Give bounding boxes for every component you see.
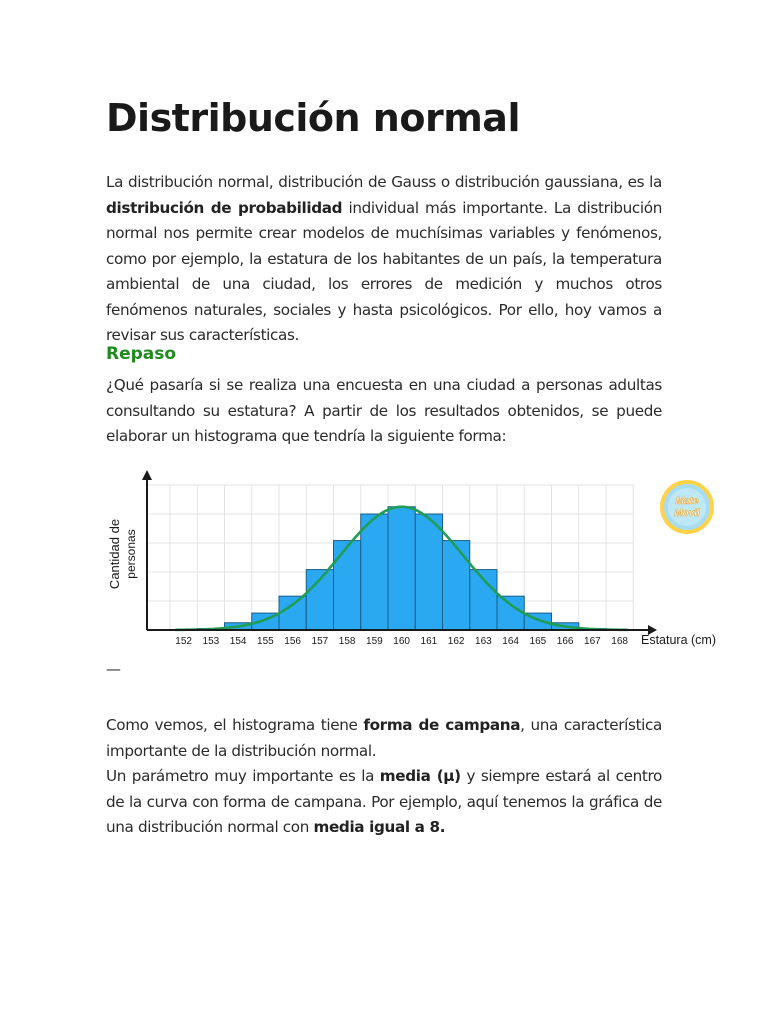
- parametro-paragraph: [106, 764, 662, 841]
- intro-paragraph: [106, 170, 662, 349]
- histogram-bar-161: [415, 514, 442, 630]
- svg-text:Movil: Movil: [674, 508, 700, 519]
- parametro-text-1: Un parámetro muy importante es la: [106, 767, 380, 785]
- y-axis-arrow-icon: [142, 470, 152, 480]
- x-tick-label: 156: [284, 636, 301, 647]
- x-tick-label: 165: [529, 636, 547, 647]
- como-vemos-paragraph: [106, 713, 662, 764]
- x-tick-label: 166: [556, 636, 574, 647]
- x-tick-label: 153: [202, 636, 220, 647]
- histogram-bar-160: [388, 507, 415, 630]
- x-tick-label: 158: [338, 636, 356, 647]
- histogram-chart: [100, 460, 730, 660]
- x-axis-label: Estatura (cm): [641, 633, 717, 647]
- histogram-bar-164: [497, 596, 524, 630]
- intro-text-1: La distribución normal, distribución de Gauss o distribución gaussiana, es la: [106, 173, 662, 191]
- parametro-bold-term-2: media igual a 8.: [313, 818, 446, 836]
- chart-bars: [197, 507, 606, 630]
- x-tick-label: 167: [584, 636, 601, 647]
- repaso-heading: Repaso: [106, 344, 177, 364]
- x-tick-label: 161: [420, 636, 438, 647]
- como-vemos-bold-term: forma de campana: [363, 716, 521, 734]
- x-tick-label: 155: [257, 636, 274, 647]
- como-vemos-text-1: Como vemos, el histograma tiene: [106, 716, 364, 734]
- x-tick-label: 162: [447, 636, 465, 647]
- x-tick-label: 152: [175, 636, 192, 647]
- intro-text-2: individual más importante. La distribución normal nos permite crear modelos de muchísimas variables y fenómenos, como por ejemplo, la estatura de los habitantes de un país, la temperatura ambiental de una ciudad, los errores de medición y muchos otros fenómenos naturales, sociales y hasta psicológicos. Por ello, hoy vamos a revisar sus características.: [106, 198, 662, 344]
- mate-movil-logo: [662, 482, 712, 532]
- x-tick-label: 168: [611, 636, 628, 647]
- separator: —: [106, 660, 121, 678]
- svg-text:Mate: Mate: [675, 496, 699, 507]
- page-title: Distribución normal: [106, 96, 520, 140]
- histogram-bar-162: [443, 541, 470, 630]
- como-vemos-text-2: , una característica importante de la distribución normal.: [106, 716, 662, 760]
- parametro-text-2: y siempre estará al centro de la curva con forma de campana. Por ejemplo, aquí tenemos la gráfica de una distribución normal con: [106, 767, 662, 836]
- histogram-bar-156: [279, 596, 306, 630]
- y-axis-label-line-1: Cantidad de: [107, 518, 122, 590]
- x-tick-label: 159: [366, 636, 383, 647]
- histogram-bar-158: [334, 541, 361, 630]
- y-axis-label-line-2: personas: [124, 529, 138, 579]
- x-tick-label: 154: [229, 636, 247, 647]
- x-tick-label: 157: [311, 636, 329, 647]
- parametro-bold-term-1: media (μ): [379, 767, 461, 785]
- intro-bold-term: distribución de probabilidad: [106, 198, 343, 217]
- x-tick-labels: [175, 636, 628, 647]
- x-tick-label: 160: [393, 636, 410, 647]
- x-tick-label: 164: [502, 636, 519, 647]
- repaso-paragraph: ¿Qué pasaría si se realiza una encuesta en una ciudad a personas adultas consultando su estatura? A partir de los resultados obtenidos, se puede elaborar un histograma que tendría la siguiente forma:: [106, 376, 662, 445]
- x-tick-label: 163: [475, 636, 492, 647]
- histogram-bar-159: [361, 514, 388, 630]
